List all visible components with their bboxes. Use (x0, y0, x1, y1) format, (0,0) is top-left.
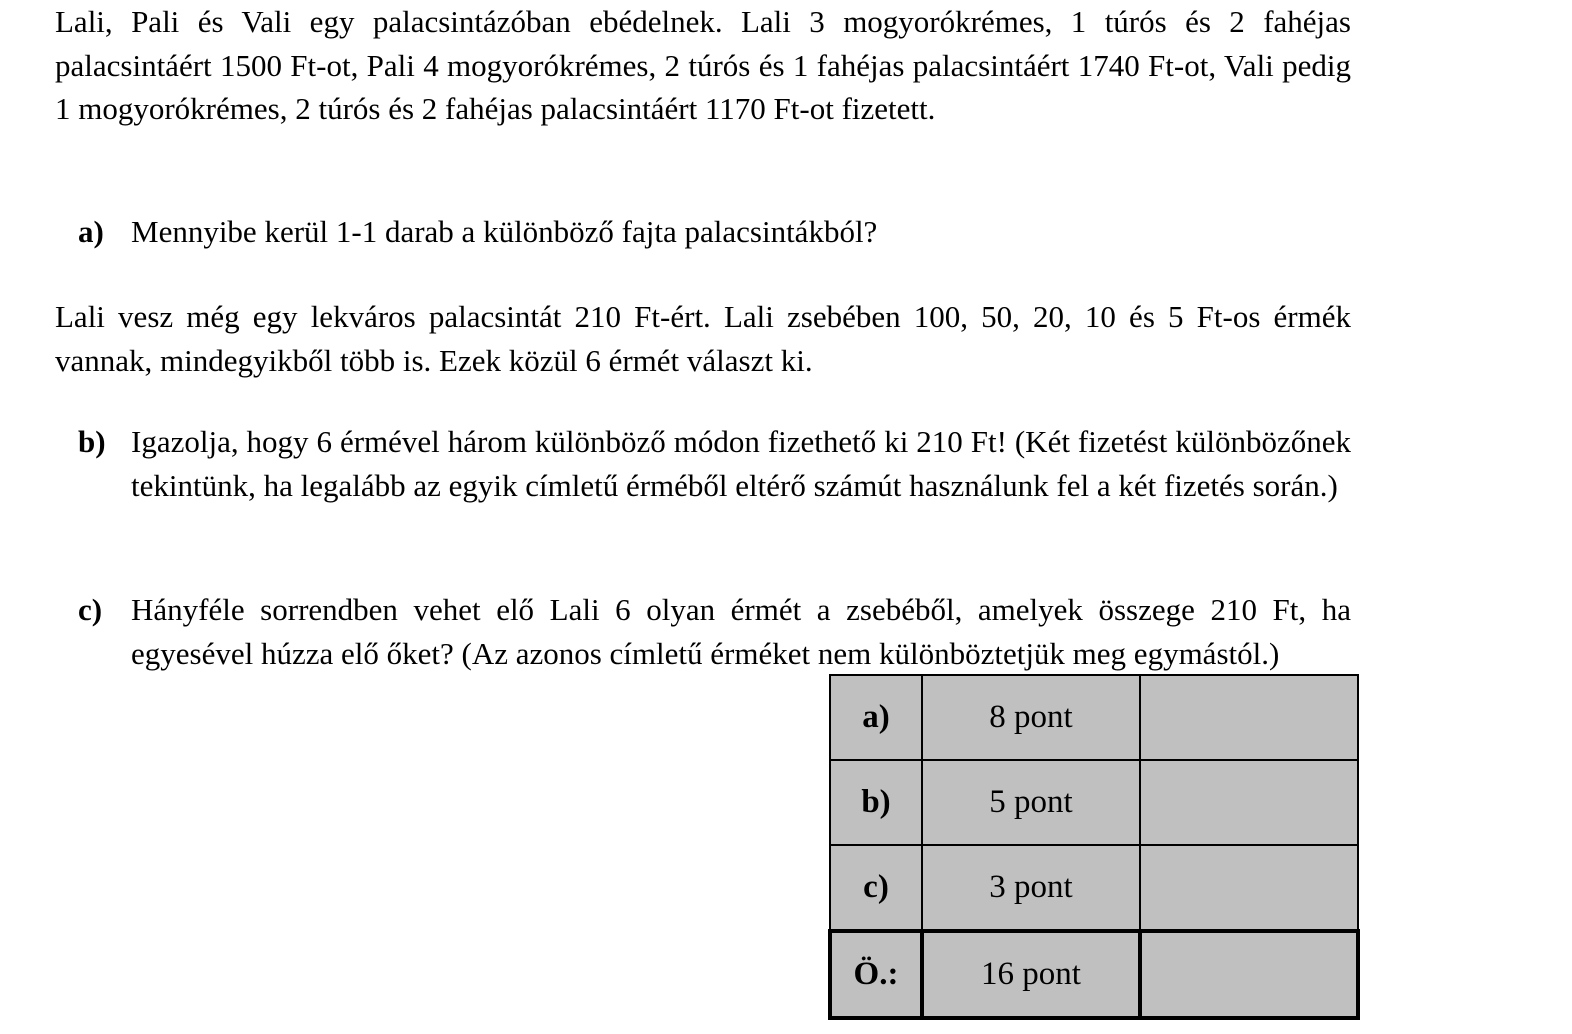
score-total-points: 16 pont (922, 931, 1140, 1018)
score-row-score-cell[interactable] (1140, 760, 1358, 845)
task-c-label: c) (78, 592, 103, 627)
score-row-score-cell[interactable] (1140, 675, 1358, 760)
score-row-label: a) (830, 675, 922, 760)
score-row-c (830, 845, 1358, 931)
score-row-total (830, 931, 1358, 1018)
task-b-label: b) (78, 424, 106, 459)
task-c-text: Hányféle sorrendben vehet elő Lali 6 olyan érmét a zsebéből, amelyek összege 210 Ft, ha egyesével húzza elő őket? (Az azonos címletű érméket nem különböztetjük meg egymástól.) (131, 592, 1351, 671)
score-row-a (830, 675, 1358, 760)
score-row-points: 5 pont (922, 760, 1140, 845)
task-b-text: Igazolja, hogy 6 érmével három különböző módon fizethető ki 210 Ft! (Két fizetést különbözőnek tekintünk, ha legalább az egyik címletű érméből eltérő számút használunk fel a két fizetés során.) (131, 424, 1351, 503)
score-row-label: b) (830, 760, 922, 845)
lali-paragraph: Lali vesz még egy lekváros palacsintát 210 Ft-ért. Lali zsebében 100, 50, 20, 10 és 5 Ft-os érmék vannak, mindegyikből több is. Ezek közül 6 érmét választ ki. (55, 299, 1351, 378)
task-b (78, 420, 1351, 507)
task-a-label: a) (78, 214, 104, 249)
task-c (78, 588, 1351, 675)
task-a-text: Mennyibe kerül 1-1 darab a különböző fajta palacsintákból? (131, 214, 878, 249)
score-row-score-cell[interactable] (1140, 845, 1358, 931)
score-row-points: 3 pont (922, 845, 1140, 931)
task-a (78, 210, 1351, 254)
score-total-label: Ö.: (830, 931, 922, 1018)
score-row-label: c) (830, 845, 922, 931)
intro-paragraph: Lali, Pali és Vali egy palacsintázóban ebédelnek. Lali 3 mogyorókrémes, 1 túrós és 2 fahéjas palacsintáért 1500 Ft-ot, Pali 4 mogyorókrémes, 2 túrós és 1 fahéjas palacsintáért 1740 Ft-ot, Vali pedig 1 mogyorókrémes, 2 túrós és 2 fahéjas palacsintáért 1170 Ft-ot fizetett. (55, 4, 1351, 126)
score-table (828, 674, 1360, 1020)
score-row-points: 8 pont (922, 675, 1140, 760)
score-row-b (830, 760, 1358, 845)
score-total-score-cell[interactable] (1140, 931, 1358, 1018)
